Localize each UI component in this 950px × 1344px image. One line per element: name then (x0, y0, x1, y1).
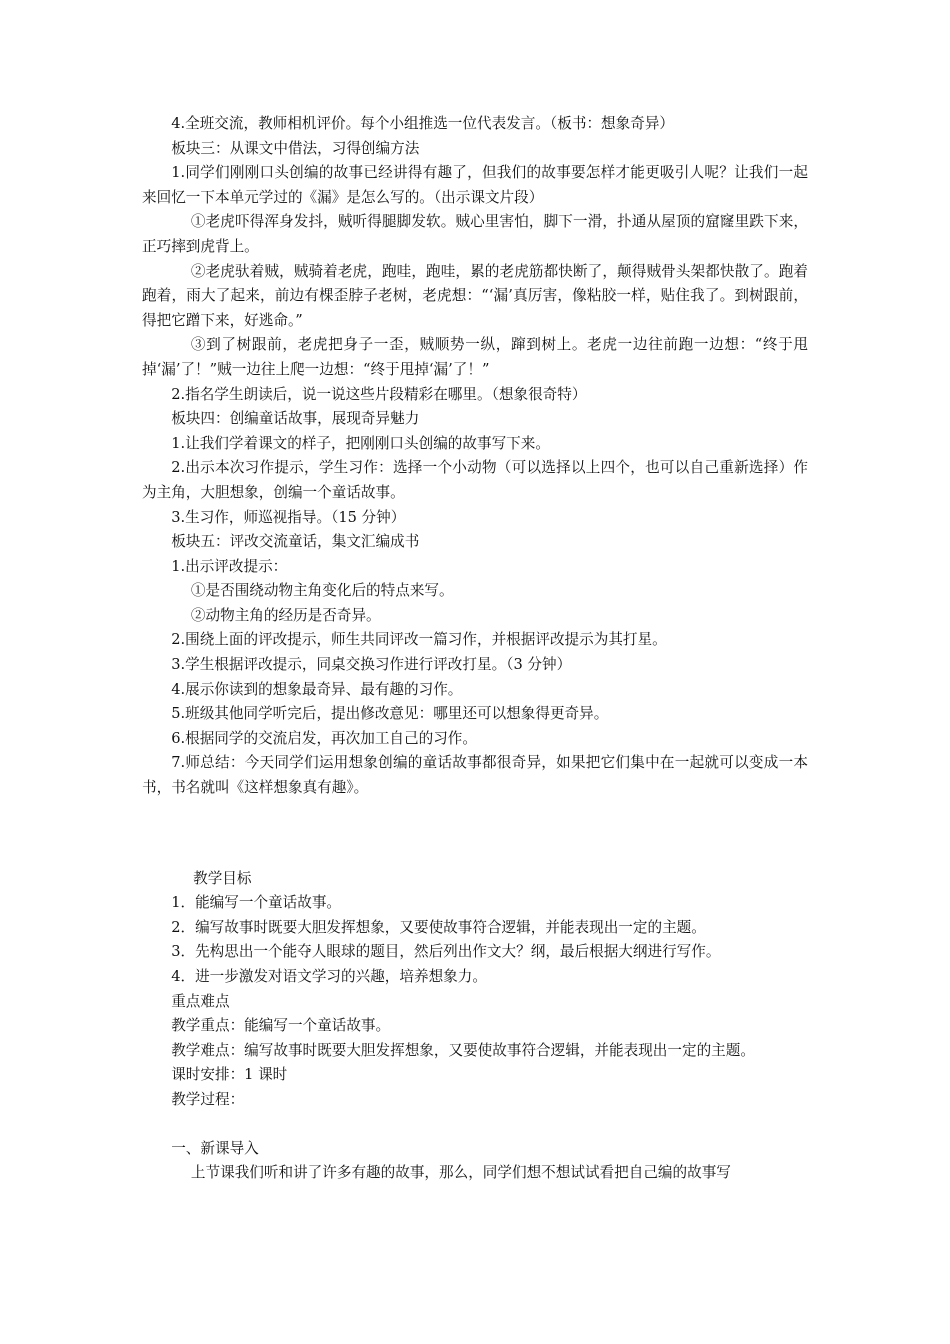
paragraph: 5.班级其他同学听完后，提出修改意见：哪里还可以想象得更奇异。 (171, 705, 609, 723)
goal-item: 3．先构思出一个能夺人眼球的题目，然后列出作文大？纲，最后根据大纲进行写作。 (171, 943, 721, 961)
section-heading: 一、新课导入 (171, 1139, 259, 1157)
goal-item: 4．进一步激发对语文学习的兴趣，培养想象力。 (171, 968, 487, 985)
section-heading: 板块四：创编童话故事，展现奇异魅力 (171, 410, 420, 428)
paragraph: 教学过程： (171, 1090, 245, 1108)
excerpt-paragraph: ①老虎吓得浑身发抖，贼听得腿脚发软。贼心里害怕，脚下一滑，扑通从屋顶的窟窿里跌下来，正巧摔到虎背上。 (142, 213, 808, 255)
goal-item: 1．能编写一个童话故事。 (171, 894, 342, 912)
paragraph: 教学难点：编写故事时既要大胆发挥想象，又要使故事符合逻辑，并能表现出一定的主题。 (171, 1041, 755, 1059)
section-heading: 板块三：从课文中借法，习得创编方法 (171, 139, 420, 157)
paragraph: 6.根据同学的交流启发，再次加工自己的习作。 (171, 729, 477, 747)
goal-item: 2．编写故事时既要大胆发挥想象，又要使故事符合逻辑，并能表现出一定的主题。 (171, 918, 706, 936)
spacer (142, 1113, 808, 1137)
paragraph: 课时安排：1 课时 (171, 1066, 288, 1084)
paragraph: 2.出示本次习作提示，学生习作：选择一个小动物（可以选择以上四个，也可以自己重新选择）作为主角，大胆想象，创编一个童话故事。 (142, 459, 808, 501)
paragraph: 2.指名学生朗读后，说一说这些片段精彩在哪里。（想象很奇特） (171, 385, 587, 403)
paragraph: 2.围绕上面的评改提示，师生共同评改一篇习作，并根据评改提示为其打星。 (171, 631, 667, 649)
paragraph: 4.全班交流，教师相机评价。每个小组推选一位代表发言。（板书：想象奇异） (171, 115, 675, 132)
paragraph: 1.同学们刚刚口头创编的故事已经讲得有趣了，但我们的故事要怎样才能更吸引人呢？让我们一起来回忆一下本单元学过的《漏》是怎么写的。（出示课文片段） (142, 164, 808, 206)
paragraph: 教学重点：能编写一个童话故事。 (171, 1017, 391, 1035)
paragraph: 上节课我们听和讲了许多有趣的故事，那么，同学们想不想试试看把自己编的故事写 (190, 1164, 731, 1182)
paragraph: 1.出示评改提示： (171, 557, 288, 575)
section-heading: 板块五：评改交流童话，集文汇编成书 (171, 533, 420, 551)
section-heading-goals: 教学目标 (193, 869, 252, 887)
section-heading: 重点难点 (171, 992, 230, 1010)
excerpt-paragraph: ③到了树跟前，老虎把身子一歪，贼顺势一纵，蹿到树上。老虎一边往前跑一边想：“终于甩掉‘漏’了！”贼一边往上爬一边想：“终于甩掉‘漏’了！” (142, 336, 808, 378)
excerpt-paragraph: ②老虎驮着贼，贼骑着老虎，跑哇，跑哇，累的老虎筋都快断了，颠得贼骨头架都快散了。跑着跑着，雨大了起来，前边有棵歪脖子老树，老虎想：“‘漏’真厉害，像粘胶一样，贴住我了。到树跟前，得把它蹭下来，好逃命。” (142, 262, 808, 329)
paragraph: 3.学生根据评改提示，同桌交换习作进行评改打星。（3 分钟） (171, 656, 572, 674)
paragraph: 1.让我们学着课文的样子，把刚刚口头创编的故事写下来。 (171, 434, 550, 452)
paragraph: 3.生习作，师巡视指导。（15 分钟） (171, 508, 406, 526)
spacer (142, 801, 808, 867)
tip-item: ②动物主角的经历是否奇异。 (190, 606, 381, 624)
document-page (142, 112, 808, 1186)
paragraph: 7.师总结：今天同学们运用想象创编的童话故事都很奇异，如果把它们集中在一起就可以变成一本书，书名就叫《这样想象真有趣》。 (142, 754, 808, 797)
tip-item: ①是否围绕动物主角变化后的特点来写。 (190, 582, 454, 600)
paragraph: 4.展示你读到的想象最奇异、最有趣的习作。 (171, 680, 463, 698)
